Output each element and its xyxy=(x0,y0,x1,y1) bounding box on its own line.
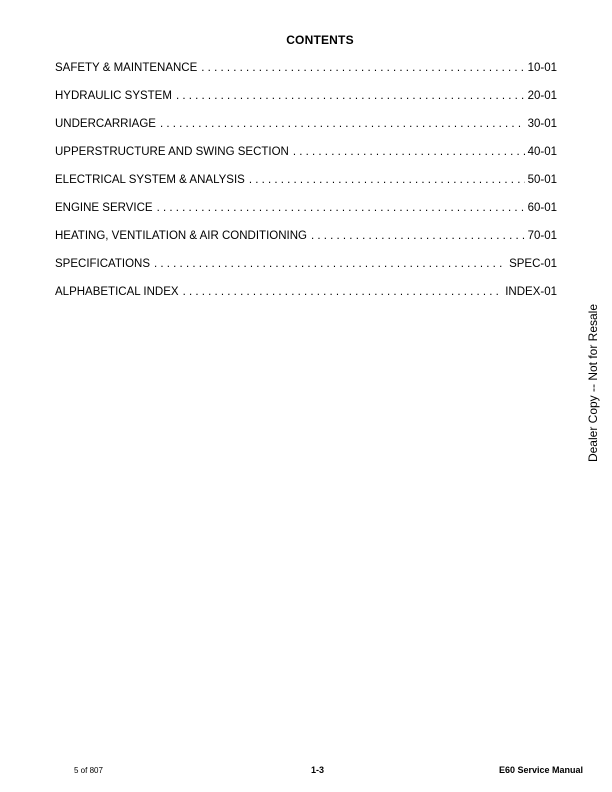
toc-entry-hvac[interactable] xyxy=(55,229,557,257)
footer-page-count: 5 of 807 xyxy=(74,766,103,775)
toc-entry-page: 40-01 xyxy=(527,146,557,158)
watermark-text: Dealer Copy -- Not for Resale xyxy=(586,303,600,463)
footer-manual-name: E60 Service Manual xyxy=(499,765,584,775)
dot-leader xyxy=(154,257,506,271)
toc-entry-label: UPPERSTRUCTURE AND SWING SECTION xyxy=(55,146,289,158)
toc-entry-page: INDEX-01 xyxy=(505,286,557,298)
dot-leader xyxy=(176,89,525,103)
toc-entry-label: SAFETY & MAINTENANCE xyxy=(55,62,198,74)
toc-entry-specifications[interactable] xyxy=(55,257,557,285)
toc-entry-page: 10-01 xyxy=(527,62,557,74)
toc-entry-label: UNDERCARRIAGE xyxy=(55,118,156,130)
toc-entry-safety-maintenance[interactable] xyxy=(55,61,557,89)
toc-entry-hydraulic-system[interactable] xyxy=(55,89,557,117)
toc-entry-electrical-system[interactable] xyxy=(55,173,557,201)
toc-entry-upperstructure-swing[interactable] xyxy=(55,145,557,173)
dot-leader xyxy=(293,145,525,159)
toc-entry-page: SPEC-01 xyxy=(509,258,557,270)
dot-leader xyxy=(311,229,525,243)
toc-entry-page: 70-01 xyxy=(527,230,557,242)
toc-entry-label: ELECTRICAL SYSTEM & ANALYSIS xyxy=(55,174,245,186)
toc-entry-page: 60-01 xyxy=(527,202,557,214)
toc-entry-alphabetical-index[interactable] xyxy=(55,285,557,313)
dot-leader xyxy=(157,201,525,215)
toc-entry-label: ALPHABETICAL INDEX xyxy=(55,286,179,298)
dot-leader xyxy=(249,173,525,187)
toc-entry-label: HYDRAULIC SYSTEM xyxy=(55,90,172,102)
dot-leader xyxy=(183,285,503,299)
toc-entry-label: HEATING, VENTILATION & AIR CONDITIONING xyxy=(55,230,307,242)
dot-leader xyxy=(160,117,525,131)
toc-entry-label: ENGINE SERVICE xyxy=(55,202,153,214)
table-of-contents xyxy=(55,61,557,313)
toc-entry-page: 30-01 xyxy=(527,118,557,130)
dot-leader xyxy=(201,61,524,75)
toc-entry-undercarriage[interactable] xyxy=(55,117,557,145)
footer-page-number: 1-3 xyxy=(311,765,325,775)
toc-entry-label: SPECIFICATIONS xyxy=(55,258,150,270)
toc-entry-page: 50-01 xyxy=(527,174,557,186)
page-title: CONTENTS xyxy=(286,33,354,47)
toc-entry-page: 20-01 xyxy=(527,90,557,102)
toc-entry-engine-service[interactable] xyxy=(55,201,557,229)
